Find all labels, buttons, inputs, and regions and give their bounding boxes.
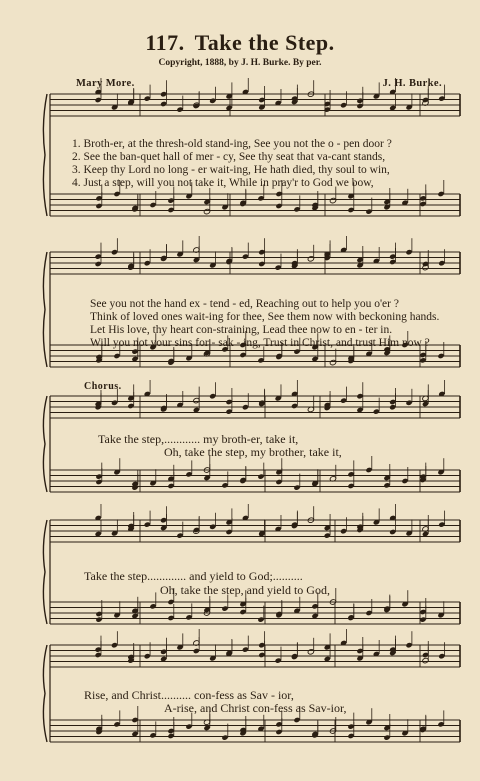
verse-line: See you not the hand ex - tend - ed, Reaching out to help you o'er ? — [90, 298, 399, 310]
verse-line: 4. Just a step, will you not take it, While in pray'r to God we bow, — [72, 177, 374, 189]
verse-line: 2. See the ban-quet hall of mer - cy, See thy seat that va-cant stands, — [72, 151, 386, 163]
verse-line: 3. Keep thy Lord no long - er wait-ing, He hath died, thy soul to win, — [72, 164, 390, 176]
words-author: Mary More. — [76, 78, 135, 89]
hymn-title-text: Take the Step. — [194, 30, 335, 55]
verse-line: Will you not your sins for - sak - ing, Trust in Christ, and trust Him now ? — [90, 337, 430, 349]
hymn-number: 117. — [145, 30, 185, 55]
system-brace — [43, 645, 47, 742]
chorus-lyric-upper: Take the step............. and yield to God;.......... — [84, 569, 303, 583]
music-composer: J. H. Burke. — [382, 78, 442, 89]
chorus-lyric-upper: Take the step,............ my broth-er, take it, — [98, 432, 299, 446]
system-brace — [43, 252, 47, 367]
verse-block-1 — [72, 138, 392, 190]
chorus-label: Chorus. — [84, 381, 122, 392]
system-brace — [43, 94, 47, 216]
chorus-lyric-lower: A-rise, and Christ con-fess as Sav-ior, — [164, 701, 347, 715]
copyright-line: Copyright, 1888, by J. H. Burke. By per. — [158, 58, 322, 68]
chorus-lyric-lower: Oh, take the step, my brother, take it, — [164, 445, 342, 459]
verse-line: Let His love, thy heart con-straining, Lead thee now to en - ter in. — [90, 324, 393, 336]
verse-block-2 — [90, 298, 439, 350]
system-brace — [43, 396, 47, 492]
verse-line: Think of loved ones wait-ing for thee, See them now with beckoning hands. — [90, 311, 440, 323]
verse-line: 1. Broth-er, at the thresh-old stand-ing, See you not the o - pen door ? — [72, 138, 392, 150]
system-brace — [43, 520, 47, 624]
chorus-lyric-lower: Oh, take the step, and yield to God, — [160, 583, 330, 597]
chorus-lyric-upper: Rise, and Christ.......... con-fess as Sav - ior, — [84, 688, 294, 702]
